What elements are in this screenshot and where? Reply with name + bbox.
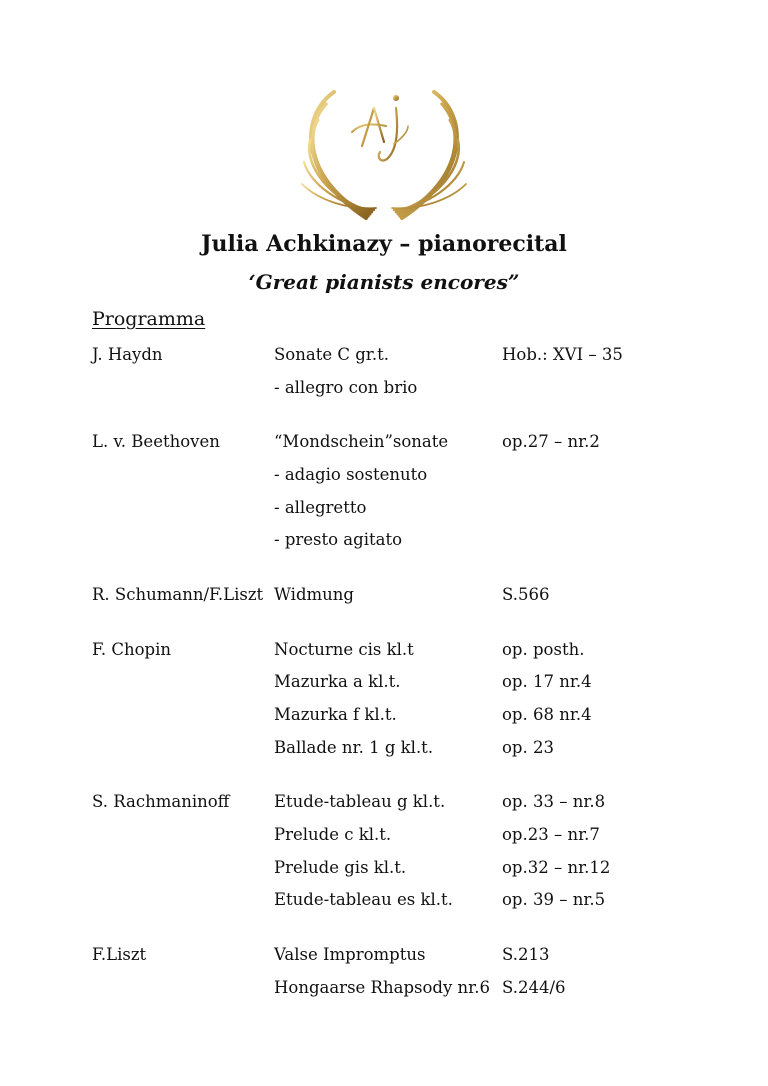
composer-name: R. Schumann/F.Liszt: [92, 584, 264, 604]
program-row: [92, 578, 712, 611]
composer-name: L. v. Beethoven: [92, 432, 220, 452]
opus-number: S.244/6: [502, 977, 566, 997]
movement-title: - adagio sostenuto: [274, 464, 428, 484]
composer-name: J. Haydn: [92, 344, 163, 364]
program-row: [92, 491, 712, 524]
composer-name: S. Rachmaninoff: [92, 792, 230, 812]
program-row: [92, 371, 712, 404]
work-title: Hongaarse Rhapsody nr.6: [274, 977, 490, 997]
gold-wings-logo-icon: [296, 86, 472, 226]
program-group-haydn: [92, 338, 712, 403]
composer-name: F. Chopin: [92, 639, 172, 659]
program-row: [92, 338, 712, 371]
program-row: [92, 666, 712, 699]
opus-number: op. posth.: [502, 639, 585, 659]
program-row: [92, 523, 712, 556]
program-row: [92, 458, 712, 491]
work-title: Etude-tableau g kl.t.: [274, 792, 446, 812]
program-row: [92, 786, 712, 819]
opus-number: Hob.: XVI – 35: [502, 344, 623, 364]
work-title: Ballade nr. 1 g kl.t.: [274, 737, 434, 757]
program-row: [92, 971, 712, 1004]
opus-number: op. 23: [502, 737, 554, 757]
opus-number: op. 39 – nr.5: [502, 890, 606, 910]
opus-number: S.566: [502, 584, 550, 604]
program-group-beethoven: [92, 425, 712, 556]
movement-title: - allegretto: [274, 497, 367, 517]
opus-number: op. 17 nr.4: [502, 672, 592, 692]
program-row: [92, 633, 712, 666]
composer-name: F.Liszt: [92, 945, 147, 965]
program-row: [92, 698, 712, 731]
opus-number: S.213: [502, 945, 550, 965]
work-title: Widmung: [274, 584, 354, 604]
program-group-schumann-liszt: [92, 578, 712, 611]
opus-number: op. 68 nr.4: [502, 705, 592, 725]
work-title: Mazurka f kl.t.: [274, 705, 397, 725]
page-subtitle: ‘Great pianists encores”: [248, 270, 520, 294]
program-group-rachmaninoff: [92, 786, 712, 917]
program-row: [92, 425, 712, 458]
work-title: Sonate C gr.t.: [274, 344, 389, 364]
opus-number: op.27 – nr.2: [502, 432, 600, 452]
program-row: [92, 818, 712, 851]
program-group-chopin: [92, 633, 712, 764]
movement-title: - presto agitato: [274, 530, 403, 550]
program-row: [92, 884, 712, 917]
work-title: Valse Impromptus: [274, 945, 426, 965]
opus-number: op. 33 – nr.8: [502, 792, 606, 812]
work-title: “Mondschein”sonate: [274, 432, 449, 452]
work-title: Etude-tableau es kl.t.: [274, 890, 453, 910]
programma-heading: Programma: [92, 308, 206, 330]
work-title: Prelude gis kl.t.: [274, 857, 407, 877]
work-title: Nocturne cis kl.t: [274, 639, 414, 659]
opus-number: op.23 – nr.7: [502, 825, 600, 845]
work-title: Prelude c kl.t.: [274, 825, 392, 845]
program-group-liszt: [92, 938, 712, 1003]
program-row: [92, 851, 712, 884]
movement-title: - allegro con brio: [274, 377, 418, 397]
program-row: [92, 938, 712, 971]
program-list: [92, 338, 712, 1026]
work-title: Mazurka a kl.t.: [274, 672, 401, 692]
opus-number: op.32 – nr.12: [502, 857, 611, 877]
program-row: [92, 731, 712, 764]
page-title: Julia Achkinazy – pianorecital: [201, 231, 567, 257]
